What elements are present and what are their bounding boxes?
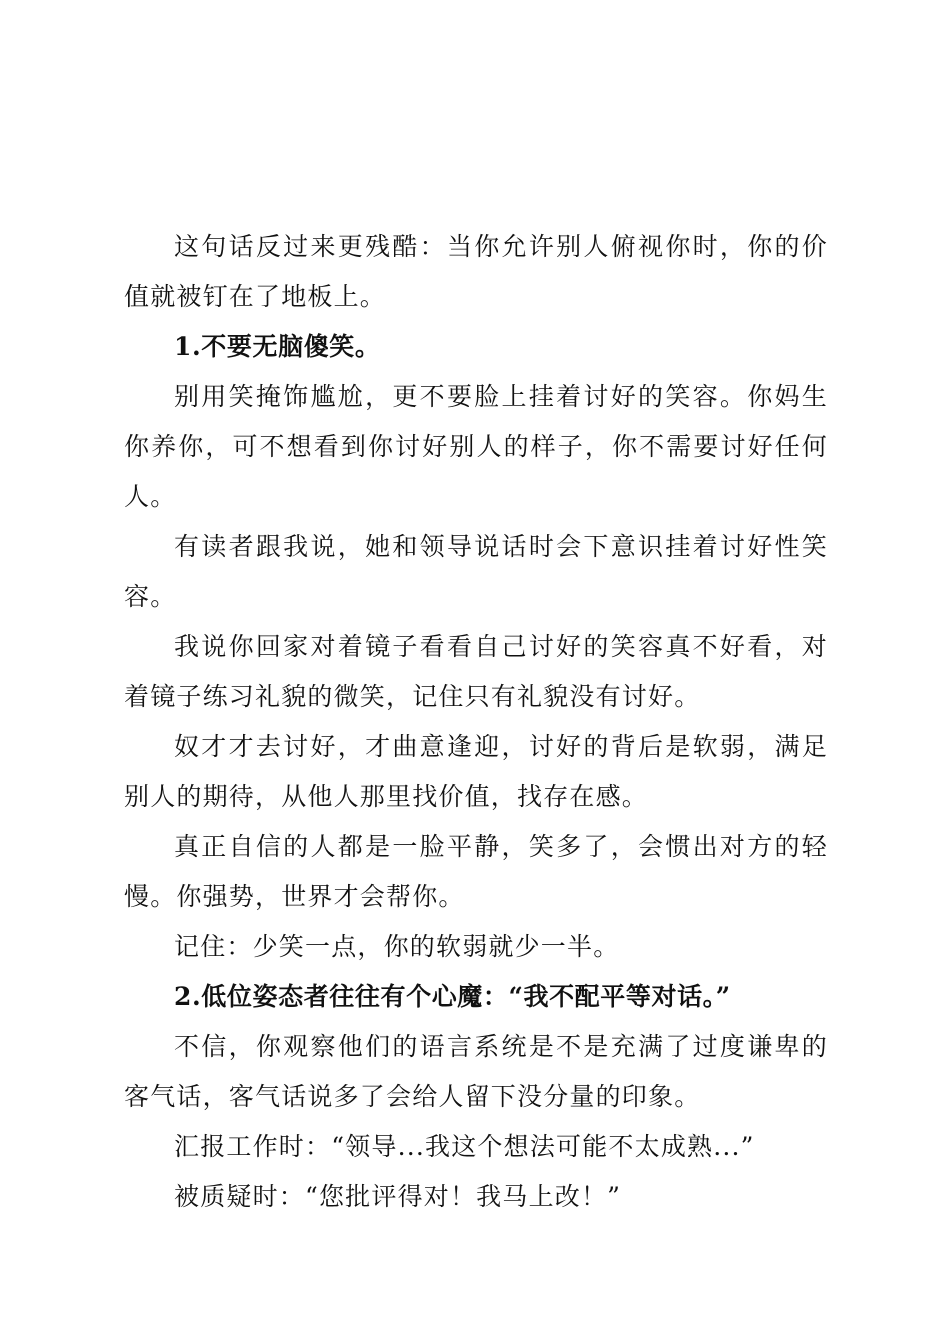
paragraph: 被质疑时：“您批评得对！我马上改！” [174,1182,622,1211]
paragraph: 奴才才去讨好，才曲意逢迎，讨好的背后是软弱，满足别人的期待，从他人那里找价值，找存在感。 [124,732,828,811]
paragraph: 我说你回家对着镜子看看自己讨好的笑容真不好看，对着镜子练习礼貌的微笑，记住只有礼貌没有讨好。 [124,632,828,711]
section-heading: 1.不要无脑傻笑。 [174,332,381,361]
paragraph: 汇报工作时：“领导...我这个想法可能不太成熟...” [174,1132,755,1161]
paragraph: 记住：少笑一点，你的软弱就少一半。 [174,932,620,961]
paragraph: 真正自信的人都是一脸平静，笑多了，会惯出对方的轻慢。你强势，世界才会帮你。 [124,832,828,911]
paragraph: 不信，你观察他们的语言系统是不是充满了过度谦卑的客气话，客气话说多了会给人留下没分量的印象。 [124,1032,828,1111]
paragraph: 这句话反过来更残酷：当你允许别人俯视你时，你的价值就被钉在了地板上。 [124,232,828,311]
paragraph: 别用笑掩饰尴尬，更不要脸上挂着讨好的笑容。你妈生你养你，可不想看到你讨好别人的样子，你不需要讨好任何人。 [124,382,828,511]
paragraph: 有读者跟我说，她和领导说话时会下意识挂着讨好性笑容。 [124,532,828,611]
document-body [124,222,828,1222]
section-heading: 2.低位姿态者往往有个心魔：“我不配平等对话。” [174,982,731,1011]
